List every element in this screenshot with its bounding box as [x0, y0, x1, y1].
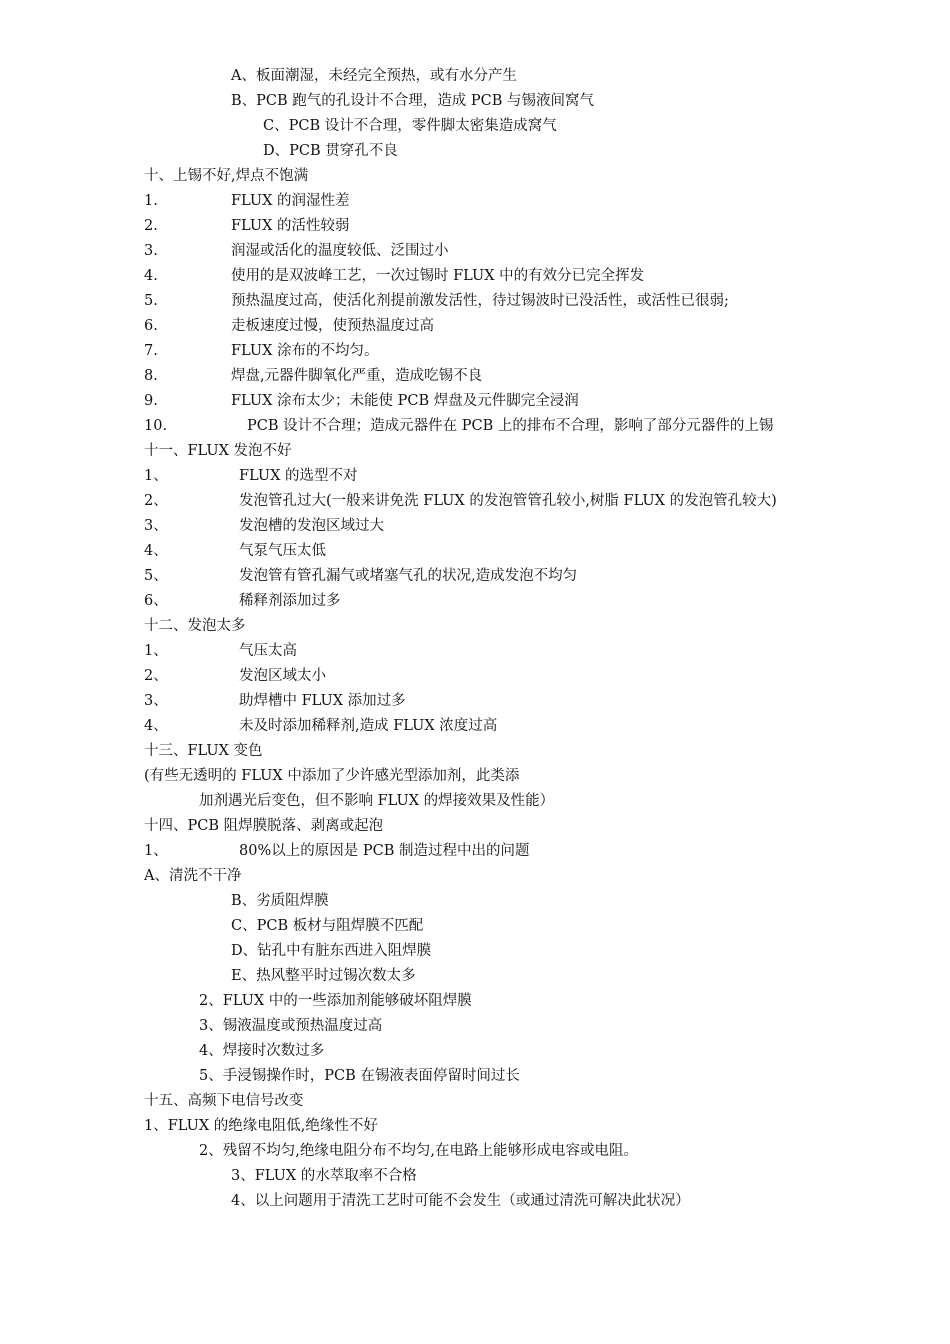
- s14-sub-e: E、热风整平时过锡次数太多: [231, 968, 416, 984]
- s10-item-text: FLUX 的活性较弱: [231, 218, 350, 234]
- s15-item2: 2、残留不均匀,绝缘电阻分布不均匀,在电路上能够形成电容或电阻。: [199, 1143, 638, 1159]
- s11-item-text: 发泡槽的发泡区域过大: [239, 518, 384, 534]
- section-13-heading: 十三、FLUX 变色: [144, 743, 263, 759]
- s15-item3: 3、FLUX 的水萃取率不合格: [231, 1168, 417, 1184]
- s10-item-text: 走板速度过慢，使预热温度过高: [231, 318, 434, 334]
- s12-item-number: 2、: [144, 668, 168, 684]
- s10-item-number: 4.: [144, 268, 158, 284]
- s14-sub-d: D、钻孔中有脏东西进入阻焊膜: [231, 943, 432, 959]
- s10-item-text: FLUX 涂布太少；未能使 PCB 焊盘及元件脚完全浸润: [231, 393, 579, 409]
- s9-item-b: B、PCB 跑气的孔设计不合理，造成 PCB 与锡液间窝气: [231, 93, 594, 109]
- s11-item-text: 稀释剂添加过多: [239, 593, 341, 609]
- s10-item-text: 焊盘,元器件脚氧化严重，造成吃锡不良: [231, 368, 483, 384]
- s10-item-number: 7.: [144, 343, 158, 359]
- s14-item2: 2、FLUX 中的一些添加剂能够破坏阻焊膜: [199, 993, 472, 1009]
- s9-item-a: A、板面潮湿，未经完全预热，或有水分产生: [231, 68, 517, 84]
- s11-item-number: 6、: [144, 593, 168, 609]
- s13-note-line2: 加剂遇光后变色，但不影响 FLUX 的焊接效果及性能）: [199, 793, 555, 809]
- s15-item4: 4、以上问题用于清洗工艺时可能不会发生（或通过清洗可解决此状况）: [231, 1193, 690, 1209]
- s10-item-number: 6.: [144, 318, 158, 334]
- s10-item-text: 使用的是双波峰工艺，一次过锡时 FLUX 中的有效分已完全挥发: [231, 268, 645, 284]
- s14-item1-number: 1、: [144, 843, 168, 859]
- s10-item-number: 1.: [144, 193, 158, 209]
- s14-item5: 5、手浸锡操作时，PCB 在锡液表面停留时间过长: [199, 1068, 520, 1084]
- s10-item-number: 5.: [144, 293, 158, 309]
- s12-item-number: 1、: [144, 643, 168, 659]
- s11-item-text: 气泵气压太低: [239, 543, 326, 559]
- s11-item-number: 1、: [144, 468, 168, 484]
- section-15-heading: 十五、高频下电信号改变: [144, 1093, 304, 1109]
- s14-sub-b: B、劣质阻焊膜: [231, 893, 329, 909]
- s14-sub-c: C、PCB 板材与阻焊膜不匹配: [231, 918, 424, 934]
- s14-sub-a: A、清洗不干净: [144, 868, 242, 884]
- s10-item-number: 2.: [144, 218, 158, 234]
- s12-item-text: 未及时添加稀释剂,造成 FLUX 浓度过高: [239, 718, 498, 734]
- s9-item-d: D、PCB 贯穿孔不良: [263, 143, 398, 159]
- s12-item-number: 4、: [144, 718, 168, 734]
- section-12-heading: 十二、发泡太多: [144, 618, 246, 634]
- s10-item-text: PCB 设计不合理；造成元器件在 PCB 上的排布不合理，影响了部分元器件的上锡: [247, 418, 774, 434]
- section-11-heading: 十一、FLUX 发泡不好: [144, 443, 292, 459]
- s10-item-text: 预热温度过高，使活化剂提前激发活性，待过锡波时已没活性，或活性已很弱;: [231, 293, 729, 309]
- s14-item1-text: 80%以上的原因是 PCB 制造过程中出的问题: [239, 843, 530, 859]
- s11-item-number: 2、: [144, 493, 168, 509]
- s10-item-text: 润湿或活化的温度较低、泛围过小: [231, 243, 449, 259]
- s10-item-number: 9.: [144, 393, 158, 409]
- s14-item3: 3、锡液温度或预热温度过高: [199, 1018, 383, 1034]
- s11-item-number: 5、: [144, 568, 168, 584]
- s12-item-text: 助焊槽中 FLUX 添加过多: [239, 693, 406, 709]
- section-10-heading: 十、上锡不好,焊点不饱满: [144, 168, 309, 184]
- s10-item-number: 8.: [144, 368, 158, 384]
- s10-item-number: 3.: [144, 243, 158, 259]
- s12-item-text: 气压太高: [239, 643, 297, 659]
- s12-item-text: 发泡区域太小: [239, 668, 326, 684]
- s12-item-number: 3、: [144, 693, 168, 709]
- s10-item-text: FLUX 的润湿性差: [231, 193, 350, 209]
- s11-item-text: 发泡管孔过大(一般来讲免洗 FLUX 的发泡管管孔较小,树脂 FLUX 的发泡管孔较大): [239, 493, 777, 509]
- section-14-heading: 十四、PCB 阻焊膜脱落、剥离或起泡: [144, 818, 384, 834]
- s9-item-c: C、PCB 设计不合理，零件脚太密集造成窝气: [263, 118, 557, 134]
- s11-item-number: 3、: [144, 518, 168, 534]
- s14-item4: 4、焊接时次数过多: [199, 1043, 325, 1059]
- s15-item1: 1、FLUX 的绝缘电阻低,绝缘性不好: [144, 1118, 378, 1134]
- s10-item-text: FLUX 涂布的不均匀。: [231, 343, 379, 359]
- s13-note-line1: (有些无透明的 FLUX 中添加了少许感光型添加剂，此类添: [144, 768, 520, 784]
- s11-item-text: FLUX 的选型不对: [239, 468, 358, 484]
- s11-item-number: 4、: [144, 543, 168, 559]
- s10-item-number: 10.: [144, 418, 168, 434]
- s11-item-text: 发泡管有管孔漏气或堵塞气孔的状况,造成发泡不均匀: [239, 568, 578, 584]
